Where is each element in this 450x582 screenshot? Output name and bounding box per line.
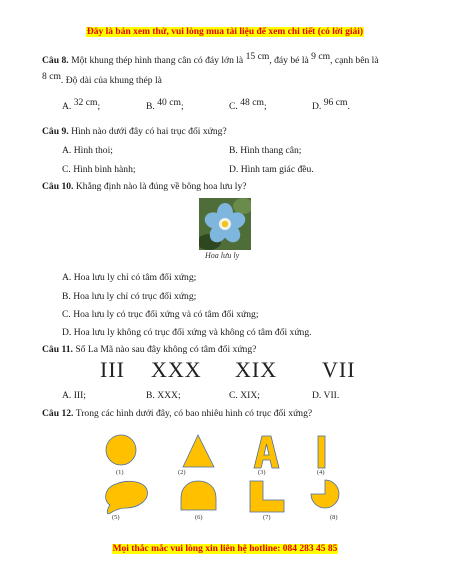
measure-8: 8 cm [42,71,61,82]
option-tail: ; [180,101,184,112]
question-label: Câu 11. [42,344,73,355]
shape-label-3: (3) [258,469,266,476]
speech-bubble-shape [106,481,148,513]
q11-option-b: B. XXX; [146,390,181,401]
question-10 [42,181,247,192]
question-9 [42,126,227,137]
option-value: 96 cm [323,97,348,108]
question-12 [42,408,312,419]
q11-option-a: A. III; [62,390,86,401]
l-shape [250,481,284,512]
option-tail: ; [263,101,267,112]
option-letter: B. [146,101,155,112]
question-text: , cạnh bên là [330,55,379,66]
q8-option-a [62,97,101,112]
roman-numeral-iii: III [100,357,125,382]
option-letter: A. [62,101,72,112]
measure-15: 15 cm [245,51,270,62]
shape-label-1: (1) [116,469,124,476]
question-11 [42,344,256,355]
q10-option-a: A. Hoa lưu ly chỉ có tâm đối xứng; [62,272,197,283]
roman-numeral-xxx: XXX [151,357,202,382]
option-letter: D. [312,101,322,112]
q9-option-c: C. Hình bình hành; [62,164,136,175]
option-tail: . [347,101,350,112]
q10-option-d: D. Hoa lưu ly không có trục đối xứng và không có tâm đối xứng. [62,327,312,338]
shape-label-5: (5) [112,514,120,521]
measure-9: 9 cm [311,51,331,62]
question-text: . Độ dài của khung thép là [60,75,162,86]
question-text: Một khung thép hình thang cân có đáy lớn là [71,55,244,66]
question-text: Khẳng định nào là đúng về bông hoa lưu ly? [75,181,247,192]
q8-option-b [146,97,184,112]
question-text: Trong các hình dưới đây, có bao nhiêu hình có trục đối xứng? [75,408,313,419]
q9-option-b: B. Hình thang cân; [229,145,302,156]
dome-shape [181,481,216,510]
question-label: Câu 9. [42,126,69,137]
header-banner [0,27,450,37]
cut-circle-shape [311,480,339,508]
q10-option-c: C. Hoa lưu ly có trục đối xứng và có tâm đối xứng; [62,309,259,320]
roman-numeral-xix: XIX [235,357,278,382]
footer-hotline [0,544,450,554]
option-tail: ; [97,101,101,112]
header-banner-text: Đây là bản xem thử, vui lòng mua tài liệu để xem chi tiết (có lời giải) [86,27,364,37]
q11-option-d: D. VII. [312,390,340,401]
symmetry-shapes-figure [0,428,450,528]
q9-option-a: A. Hình thoi; [62,145,113,156]
shape-label-8: (8) [330,514,338,521]
option-value: 48 cm [240,97,264,108]
triangle-shape [183,435,214,467]
q8-option-d [312,97,350,112]
question-text: , đáy bé là [269,55,309,66]
footer-hotline-text: Mọi thắc mắc vui lòng xin liên hệ hotline: 084 283 45 85 [112,544,338,554]
forget-me-not-flower-image [199,198,251,250]
roman-numeral-vii: VII [322,357,356,382]
question-label: Câu 10. [42,181,74,192]
shape-label-6: (6) [195,514,203,521]
option-value: 32 cm [73,97,98,108]
q9-option-d: D. Hình tam giác đều. [229,164,314,175]
question-text: Hình nào dưới đây có hai trục đối xứng? [71,126,227,137]
bar-shape [318,436,325,468]
option-value: 40 cm [157,97,181,108]
shape-label-4: (4) [317,469,325,476]
shape-label-7: (7) [263,514,271,521]
question-label: Câu 12. [42,408,74,419]
q10-option-b: B. Hoa lưu ly chỉ có trục đối xứng; [62,291,197,302]
question-text: Số La Mã nào sau đây không có tâm đối xứng? [75,344,257,355]
q11-option-c: C. XIX; [229,390,260,401]
letter-a-shape [254,436,279,468]
flower-caption: Hoa lưu ly [205,251,240,260]
option-letter: C. [229,101,238,112]
question-8-cont [42,71,162,86]
circle-shape [106,435,136,465]
q8-option-c [229,97,267,112]
question-8 [42,51,379,66]
question-label: Câu 8. [42,55,69,66]
shape-label-2: (2) [178,469,186,476]
